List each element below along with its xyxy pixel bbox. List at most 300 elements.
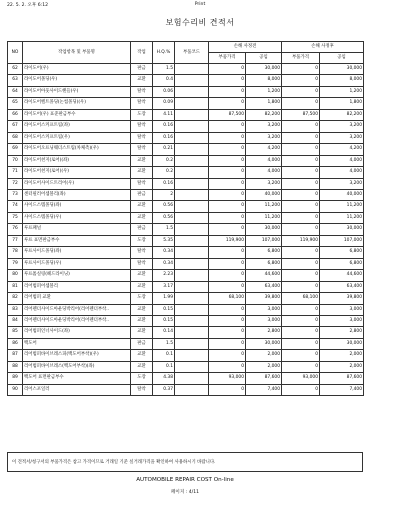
cell-method: 판금 — [131, 64, 153, 75]
cell-code — [175, 155, 209, 166]
estimate-table — [7, 41, 364, 396]
cell-labor-before: 2,000 — [246, 350, 282, 361]
cell-parts-before: 0 — [209, 338, 246, 349]
cell-labor-before: 30,000 — [246, 64, 282, 75]
cell-code — [175, 75, 209, 86]
cell-method: 탈착 — [131, 247, 153, 258]
footer-page-number: 페이지 : 4/11 — [170, 490, 200, 495]
table-row — [8, 293, 364, 304]
cell-item: 라이도어천지(로어)(좌) — [23, 155, 131, 166]
cell-parts-after: 68,100 — [282, 293, 320, 304]
cell-hq: 4.38 — [153, 373, 175, 384]
cell-hq: 0.16 — [153, 132, 175, 143]
table-row — [8, 258, 364, 269]
cell-no: 70 — [8, 155, 23, 166]
cell-method: 탈착 — [131, 132, 153, 143]
cell-parts-before: 0 — [209, 247, 246, 258]
sub-parts-header: 부품가격 — [282, 53, 320, 64]
cell-parts-before: 0 — [209, 281, 246, 292]
cell-parts-after: 0 — [282, 121, 320, 132]
cell-labor-before: 63,400 — [246, 281, 282, 292]
cell-labor-after: 40,000 — [320, 189, 364, 200]
cell-parts-before: 0 — [209, 144, 246, 155]
cell-parts-before: 0 — [209, 327, 246, 338]
table-row — [8, 201, 364, 212]
cell-code — [175, 293, 209, 304]
cell-no: 85 — [8, 327, 23, 338]
cell-hq: 0.4 — [153, 75, 175, 86]
cell-parts-before: 0 — [209, 189, 246, 200]
cell-labor-before: 82,200 — [246, 109, 282, 120]
cell-labor-before: 87,600 — [246, 373, 282, 384]
cell-labor-before: 4,200 — [246, 144, 282, 155]
cell-method: 교환 — [131, 212, 153, 223]
cell-hq: 0.1 — [153, 350, 175, 361]
cell-code — [175, 109, 209, 120]
cell-no: 78 — [8, 247, 23, 258]
cell-code — [175, 224, 209, 235]
cell-parts-after: 0 — [282, 270, 320, 281]
print-datetime: 22. 5. 2. 오후 6:12 — [7, 3, 49, 8]
cell-item: 리어범퍼 교환 — [23, 293, 131, 304]
cell-labor-before: 1,200 — [246, 86, 282, 97]
table-row — [8, 86, 364, 97]
cell-no: 65 — [8, 98, 23, 109]
cell-parts-after: 0 — [282, 155, 320, 166]
cell-code — [175, 144, 209, 155]
cell-labor-before: 44,600 — [246, 270, 282, 281]
cell-labor-before: 4,000 — [246, 167, 282, 178]
cell-item: 리어펜더사이드아운딩박리어(리어펜더부착.. — [23, 304, 131, 315]
cell-parts-after: 119,900 — [282, 235, 320, 246]
cell-hq: 0.16 — [153, 121, 175, 132]
cell-hq: 0.16 — [153, 178, 175, 189]
cell-parts-before: 119,900 — [209, 235, 246, 246]
cell-code — [175, 132, 209, 143]
cell-labor-after: 30,000 — [320, 224, 364, 235]
cell-labor-after: 3,200 — [320, 178, 364, 189]
table-row — [8, 167, 364, 178]
table-row — [8, 132, 364, 143]
cell-item: 사이드스텝몰딩(우) — [23, 212, 131, 223]
cell-parts-after: 0 — [282, 247, 320, 258]
cell-item: 라이도어(우) 표준판금부수 — [23, 109, 131, 120]
cell-hq: 0.14 — [153, 327, 175, 338]
cell-labor-before: 6,800 — [246, 247, 282, 258]
table-row — [8, 235, 364, 246]
cell-labor-before: 11,200 — [246, 201, 282, 212]
cell-item: 루프사이드몰딩(좌) — [23, 247, 131, 258]
cell-item: 리어범퍼인너사이드(좌) — [23, 327, 131, 338]
cell-hq: 0.2 — [153, 155, 175, 166]
sub-parts-header: 부품가격 — [209, 53, 246, 64]
cell-code — [175, 247, 209, 258]
cell-labor-after: 8,000 — [320, 75, 364, 86]
cell-item: 루프톱실링(헤드라이닝) — [23, 270, 131, 281]
cell-parts-after: 0 — [282, 327, 320, 338]
cell-method: 교환 — [131, 304, 153, 315]
cell-item: 리어범퍼바이브레스피(백도어부착)(우) — [23, 350, 131, 361]
cell-labor-after: 11,200 — [320, 212, 364, 223]
table-row — [8, 350, 364, 361]
cell-parts-after: 93,000 — [282, 373, 320, 384]
col-no-header: NO — [8, 42, 23, 64]
cell-no: 89 — [8, 373, 23, 384]
cell-item: 라이도어스커프트립(우) — [23, 132, 131, 143]
cell-labor-before: 3,000 — [246, 304, 282, 315]
cell-code — [175, 235, 209, 246]
table-row — [8, 338, 364, 349]
cell-method: 탈착 — [131, 98, 153, 109]
cell-parts-after: 0 — [282, 350, 320, 361]
cell-method: 교환 — [131, 167, 153, 178]
cell-no: 72 — [8, 178, 23, 189]
cell-code — [175, 327, 209, 338]
col-hq-header: H.Q.% — [153, 42, 175, 64]
cell-code — [175, 384, 209, 395]
cell-hq: 0.1 — [153, 361, 175, 372]
cell-code — [175, 189, 209, 200]
cell-parts-before: 0 — [209, 167, 246, 178]
cell-method: 탈착 — [131, 258, 153, 269]
cell-no: 82 — [8, 293, 23, 304]
cell-labor-before: 40,000 — [246, 189, 282, 200]
cell-hq: 1.5 — [153, 338, 175, 349]
cell-method: 교환 — [131, 281, 153, 292]
group-claim-header: 손해 사정전 — [209, 42, 282, 53]
cell-labor-after: 4,200 — [320, 144, 364, 155]
cell-parts-before: 0 — [209, 64, 246, 75]
cell-hq: 4.11 — [153, 109, 175, 120]
cell-labor-after: 3,200 — [320, 132, 364, 143]
cell-labor-after: 1,200 — [320, 86, 364, 97]
cell-parts-before: 0 — [209, 384, 246, 395]
table-row — [8, 315, 364, 326]
cell-no: 63 — [8, 75, 23, 86]
cell-labor-after: 11,200 — [320, 201, 364, 212]
cell-no: 90 — [8, 384, 23, 395]
cell-labor-before: 30,000 — [246, 338, 282, 349]
cell-code — [175, 361, 209, 372]
cell-parts-after: 0 — [282, 167, 320, 178]
cell-code — [175, 201, 209, 212]
cell-hq: 5.35 — [153, 235, 175, 246]
cell-item: 루프사이드몰딩(우) — [23, 258, 131, 269]
cell-hq: 0.56 — [153, 212, 175, 223]
cell-item: 백도어 표면판금부수 — [23, 373, 131, 384]
table-row — [8, 98, 364, 109]
cell-parts-after: 0 — [282, 304, 320, 315]
cell-no: 71 — [8, 167, 23, 178]
cell-code — [175, 178, 209, 189]
cell-item: 라이도어천지(로어)(우) — [23, 167, 131, 178]
cell-parts-after: 87,500 — [282, 109, 320, 120]
cell-parts-before: 0 — [209, 98, 246, 109]
cell-no: 80 — [8, 270, 23, 281]
cell-labor-after: 107,000 — [320, 235, 364, 246]
cell-no: 73 — [8, 189, 23, 200]
cell-method: 탈착 — [131, 144, 153, 155]
cell-parts-after: 0 — [282, 281, 320, 292]
cell-method: 도장 — [131, 235, 153, 246]
cell-parts-before: 0 — [209, 212, 246, 223]
cell-labor-before: 39,800 — [246, 293, 282, 304]
cell-item: 라이도어스커프트립(좌) — [23, 121, 131, 132]
cell-parts-after: 0 — [282, 201, 320, 212]
col-method-header: 작업 — [131, 42, 153, 64]
cell-method: 탈착 — [131, 86, 153, 97]
cell-method: 교환 — [131, 350, 153, 361]
table-row — [8, 178, 364, 189]
cell-parts-before: 0 — [209, 86, 246, 97]
cell-parts-before: 0 — [209, 270, 246, 281]
cell-item: 리어펜더사이드아운딩박리어(리어펜더부착.. — [23, 315, 131, 326]
cell-hq: 2.23 — [153, 270, 175, 281]
cell-labor-after: 2,000 — [320, 361, 364, 372]
cell-hq: 1.99 — [153, 293, 175, 304]
cell-labor-before: 11,200 — [246, 212, 282, 223]
cell-item: 사이드스텝몰딩(좌) — [23, 201, 131, 212]
cell-item: 루프패널 — [23, 224, 131, 235]
cell-no: 68 — [8, 132, 23, 143]
table-row — [8, 281, 364, 292]
cell-no: 88 — [8, 361, 23, 372]
cell-code — [175, 86, 209, 97]
cell-hq: 0.15 — [153, 304, 175, 315]
cell-method: 교환 — [131, 201, 153, 212]
table-row — [8, 144, 364, 155]
cell-parts-after: 0 — [282, 361, 320, 372]
table-row — [8, 109, 364, 120]
cell-parts-before: 0 — [209, 315, 246, 326]
cell-item: 리어범퍼어셈블리 — [23, 281, 131, 292]
cell-no: 87 — [8, 350, 23, 361]
cell-hq: 0.09 — [153, 98, 175, 109]
cell-hq: 0.21 — [153, 144, 175, 155]
table-row — [8, 189, 364, 200]
cell-parts-after: 0 — [282, 86, 320, 97]
cell-parts-after: 0 — [282, 224, 320, 235]
cell-labor-before: 8,000 — [246, 75, 282, 86]
cell-parts-after: 0 — [282, 258, 320, 269]
cell-labor-after: 39,800 — [320, 293, 364, 304]
cell-item: 센터필러어셈블리(좌) — [23, 189, 131, 200]
cell-method: 교환 — [131, 75, 153, 86]
cell-labor-after: 3,000 — [320, 315, 364, 326]
cell-item: 백도어 — [23, 338, 131, 349]
cell-method: 교환 — [131, 361, 153, 372]
cell-method: 교환 — [131, 270, 153, 281]
cell-labor-before: 30,000 — [246, 224, 282, 235]
cell-hq: 0.56 — [153, 201, 175, 212]
cell-parts-before: 68,100 — [209, 293, 246, 304]
cell-parts-after: 0 — [282, 338, 320, 349]
cell-method: 판금 — [131, 189, 153, 200]
cell-hq: 1.5 — [153, 224, 175, 235]
sub-labor-header: 공임 — [320, 53, 364, 64]
table-row — [8, 247, 364, 258]
cell-parts-before: 93,000 — [209, 373, 246, 384]
cell-labor-after: 63,400 — [320, 281, 364, 292]
cell-parts-after: 0 — [282, 64, 320, 75]
cell-item: 라이도어몰딩(우) — [23, 75, 131, 86]
cell-parts-before: 87,500 — [209, 109, 246, 120]
cell-item: 리어범퍼바이브레스(백도어부착)(좌) — [23, 361, 131, 372]
cell-labor-after: 82,200 — [320, 109, 364, 120]
cell-labor-before: 3,000 — [246, 315, 282, 326]
cell-hq: 3.17 — [153, 281, 175, 292]
cell-labor-before: 7,400 — [246, 384, 282, 395]
table-row — [8, 64, 364, 75]
cell-labor-before: 2,000 — [246, 361, 282, 372]
cell-code — [175, 258, 209, 269]
cell-labor-after: 6,800 — [320, 258, 364, 269]
col-code-header: 부품코드 — [175, 42, 209, 64]
cell-parts-before: 0 — [209, 361, 246, 372]
cell-labor-after: 87,600 — [320, 373, 364, 384]
cell-labor-after: 7,400 — [320, 384, 364, 395]
cell-method: 판금 — [131, 338, 153, 349]
cell-no: 69 — [8, 144, 23, 155]
footer-brand: AUTOMOBILE REPAIR COST On-line — [136, 477, 234, 483]
table-row — [8, 304, 364, 315]
cell-parts-before: 0 — [209, 75, 246, 86]
cell-labor-before: 4,000 — [246, 155, 282, 166]
document-title: 보험수리비 견적서 — [165, 18, 235, 27]
cell-no: 62 — [8, 64, 23, 75]
cell-labor-after: 30,000 — [320, 338, 364, 349]
cell-item: 라이도어오프닝웨더스트립(차체측)(우) — [23, 144, 131, 155]
cell-labor-after: 3,000 — [320, 304, 364, 315]
cell-parts-after: 0 — [282, 75, 320, 86]
cell-method: 도장 — [131, 373, 153, 384]
cell-code — [175, 98, 209, 109]
cell-no: 67 — [8, 121, 23, 132]
cell-labor-before: 2,800 — [246, 327, 282, 338]
cell-labor-before: 3,200 — [246, 132, 282, 143]
cell-no: 83 — [8, 304, 23, 315]
cell-hq: 0.37 — [153, 384, 175, 395]
print-label: Print — [194, 2, 206, 7]
cell-code — [175, 304, 209, 315]
price-notice: 이 견적서/청구서의 부품가격은 참고 가격이므로 거래일 기준 실거래가격을 확인하여 사용하시기 바랍니다. — [7, 452, 363, 472]
cell-method: 교환 — [131, 155, 153, 166]
cell-no: 76 — [8, 224, 23, 235]
cell-method: 판금 — [131, 224, 153, 235]
cell-labor-after: 6,800 — [320, 247, 364, 258]
cell-parts-before: 0 — [209, 132, 246, 143]
cell-labor-after: 44,600 — [320, 270, 364, 281]
table-row — [8, 373, 364, 384]
cell-parts-after: 0 — [282, 144, 320, 155]
cell-labor-after: 2,800 — [320, 327, 364, 338]
table-row — [8, 212, 364, 223]
cell-parts-after: 0 — [282, 212, 320, 223]
cell-parts-before: 0 — [209, 258, 246, 269]
cell-item: 루프 표면판금부수 — [23, 235, 131, 246]
cell-parts-after: 0 — [282, 178, 320, 189]
cell-item: 라이도어(우) — [23, 64, 131, 75]
cell-labor-before: 3,200 — [246, 178, 282, 189]
cell-method: 도장 — [131, 109, 153, 120]
cell-parts-before: 0 — [209, 121, 246, 132]
cell-parts-after: 0 — [282, 384, 320, 395]
cell-item: 라이도어사이드트리어(우) — [23, 178, 131, 189]
cell-method: 탈착 — [131, 121, 153, 132]
estimate-rows — [8, 64, 364, 396]
cell-parts-before: 0 — [209, 350, 246, 361]
cell-item: 리어스포일러 — [23, 384, 131, 395]
cell-no: 84 — [8, 315, 23, 326]
cell-code — [175, 64, 209, 75]
cell-hq: 0.2 — [153, 167, 175, 178]
cell-no: 64 — [8, 86, 23, 97]
cell-labor-before: 1,800 — [246, 98, 282, 109]
cell-parts-before: 0 — [209, 155, 246, 166]
cell-code — [175, 212, 209, 223]
cell-parts-after: 0 — [282, 189, 320, 200]
col-item-header: 작업항목 및 부품명 — [23, 42, 131, 64]
cell-parts-before: 0 — [209, 201, 246, 212]
cell-no: 74 — [8, 201, 23, 212]
cell-hq: 0.06 — [153, 86, 175, 97]
cell-hq: 0.34 — [153, 258, 175, 269]
cell-method: 도장 — [131, 293, 153, 304]
cell-code — [175, 373, 209, 384]
cell-method: 교환 — [131, 327, 153, 338]
cell-labor-after: 4,000 — [320, 155, 364, 166]
cell-no: 86 — [8, 338, 23, 349]
cell-parts-before: 0 — [209, 224, 246, 235]
cell-item: 라이도어벨트몰딩(논썸몰딩)(우) — [23, 98, 131, 109]
cell-labor-after: 2,000 — [320, 350, 364, 361]
cell-labor-before: 6,800 — [246, 258, 282, 269]
table-row — [8, 361, 364, 372]
cell-code — [175, 338, 209, 349]
cell-parts-after: 0 — [282, 98, 320, 109]
cell-item: 라이도어아웃사이드핸들(우) — [23, 86, 131, 97]
cell-parts-after: 0 — [282, 132, 320, 143]
sub-labor-header: 공임 — [246, 53, 282, 64]
cell-labor-after: 4,000 — [320, 167, 364, 178]
table-row — [8, 327, 364, 338]
cell-hq: 0.34 — [153, 247, 175, 258]
group-adjusted-header: 손해 사정후 — [282, 42, 364, 53]
cell-code — [175, 121, 209, 132]
table-row — [8, 155, 364, 166]
cell-no: 75 — [8, 212, 23, 223]
cell-labor-after: 1,800 — [320, 98, 364, 109]
cell-hq: 2 — [153, 189, 175, 200]
table-row — [8, 384, 364, 395]
cell-method: 탈착 — [131, 384, 153, 395]
table-row — [8, 224, 364, 235]
cell-hq: 1.5 — [153, 64, 175, 75]
cell-no: 66 — [8, 109, 23, 120]
cell-labor-before: 3,200 — [246, 121, 282, 132]
cell-labor-after: 30,000 — [320, 64, 364, 75]
cell-code — [175, 281, 209, 292]
cell-no: 77 — [8, 235, 23, 246]
cell-no: 81 — [8, 281, 23, 292]
table-row — [8, 121, 364, 132]
cell-code — [175, 270, 209, 281]
cell-parts-after: 0 — [282, 315, 320, 326]
cell-code — [175, 167, 209, 178]
cell-method: 교환 — [131, 315, 153, 326]
cell-code — [175, 315, 209, 326]
cell-hq: 0.15 — [153, 315, 175, 326]
